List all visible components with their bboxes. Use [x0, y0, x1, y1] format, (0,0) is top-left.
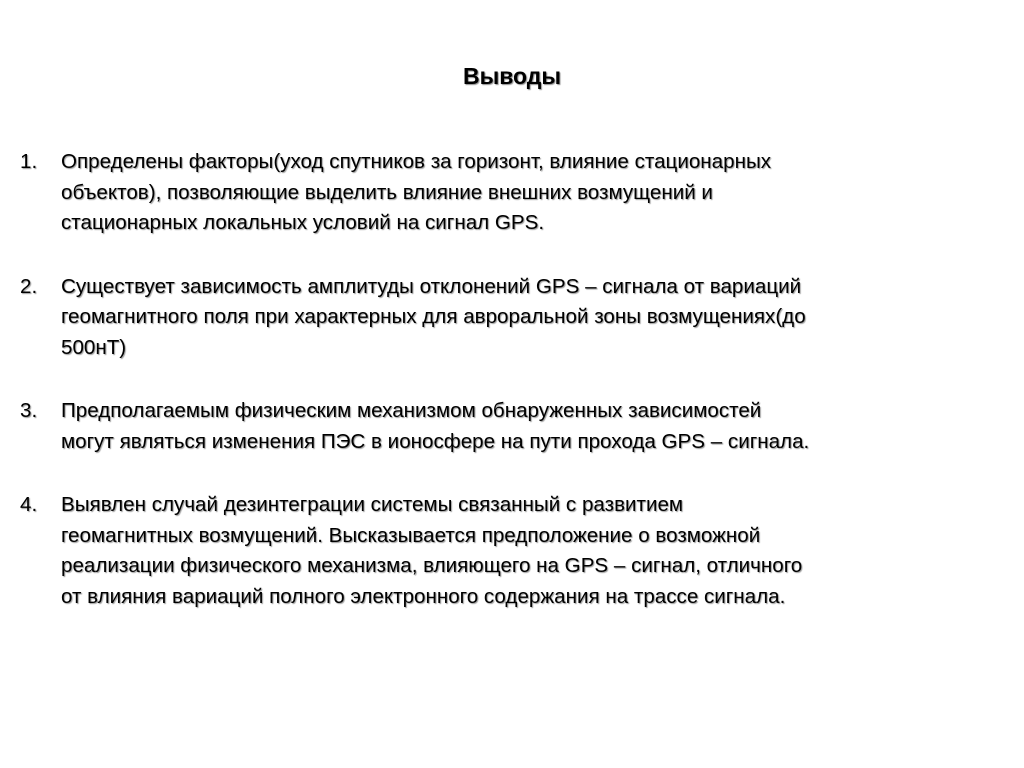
item-text — [61, 272, 1010, 364]
item-line: Определены факторы(уход спутников за горизонт, влияние стационарных — [61, 150, 772, 173]
item-text — [61, 147, 1010, 239]
item-line: стационарных локальных условий на сигнал GPS. — [61, 211, 545, 234]
item-line: 500нТ) — [61, 335, 127, 359]
list-item — [20, 272, 1010, 364]
item-text — [61, 396, 1010, 457]
item-number: 4. — [20, 493, 38, 516]
item-line: от влияния вариаций полного электронного содержания на трассе сигнала. — [61, 584, 786, 608]
item-line: геомагнитных возмущений. Высказывается предположение о возможной — [61, 523, 761, 547]
list-item — [20, 490, 1010, 612]
item-line: реализации физического механизма, влияющего на GPS – сигнал, отличного — [61, 554, 803, 577]
item-number: 3. — [20, 399, 38, 422]
item-line: могут являться изменения ПЭС в ионосфере на пути прохода GPS – сигнала. — [61, 429, 810, 453]
slide-title: Выводы — [462, 63, 562, 89]
item-number: 2. — [20, 274, 38, 298]
item-line: Предполагаемым физическим механизмом обнаруженных зависимостей — [61, 399, 762, 422]
list-item — [20, 396, 1010, 457]
conclusions-list — [20, 147, 1010, 612]
list-item — [20, 147, 1010, 239]
item-line: Существует зависимость амплитуды отклонений GPS – сигнала от вариаций — [61, 274, 802, 298]
item-line: объектов), позволяющие выделить влияние внешних возмущений и — [61, 180, 713, 204]
item-text — [61, 490, 1010, 612]
item-line: Выявлен случай дезинтеграции системы связанный с развитием — [61, 493, 684, 516]
item-number: 1. — [20, 150, 38, 173]
item-line: геомагнитного поля при характерных для авроральной зоны возмущениях(до — [61, 305, 806, 328]
